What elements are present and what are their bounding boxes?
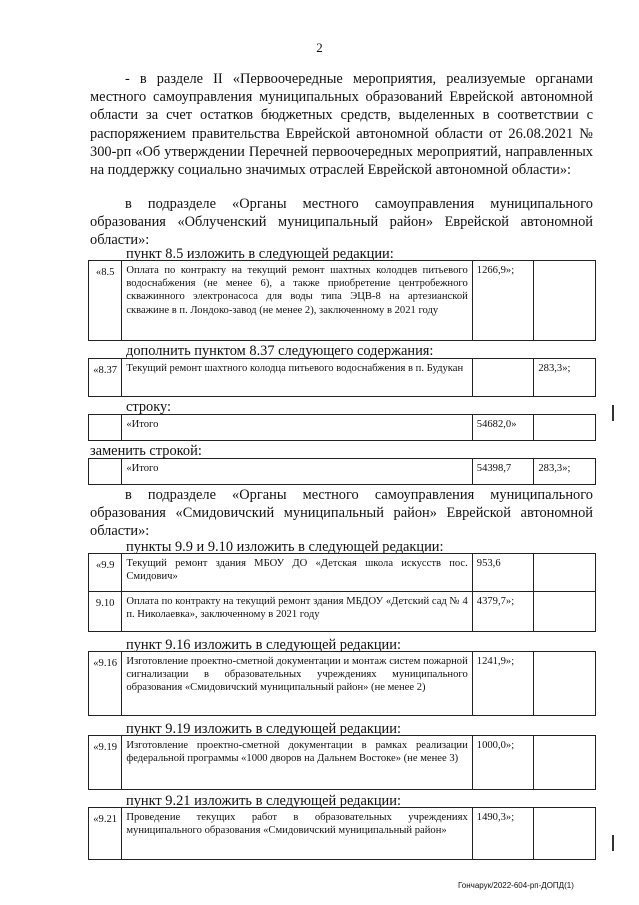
margin-mark <box>612 405 614 421</box>
row-value-2: 283,3»; <box>534 359 596 397</box>
table-row <box>89 554 596 592</box>
row-value-2 <box>534 261 596 341</box>
intro-paragraph: - в разделе II «Первоочередные мероприятия, реализуемые органами местного самоуправления муниципальных образований Еврейской автономной области за счет остатков бюджетных средств, выделенных в соответствии с распоряжением правительства Еврейской автономной области от 26.08.2021 № 300-рп «Об утверждении Перечней первоочередных мероприятий, направленных на поддержку социально значимых отраслей Еврейской автономной области»: <box>90 71 593 179</box>
label-9-16: пункт 9.16 изложить в следующей редакции: <box>126 637 401 653</box>
row-number <box>89 415 122 441</box>
row-text: Текущий ремонт здания МБОУ ДО «Детская школа искусств пос. Смидович» <box>122 554 472 592</box>
row-value-2 <box>534 808 596 860</box>
table-8-37 <box>88 358 596 397</box>
label-9-19: пункт 9.19 изложить в следующей редакции: <box>126 721 401 737</box>
obluchensky-paragraph: в подразделе «Органы местного самоуправления муниципального образования «Облученский муниципальный район» Еврейской автономной области»: <box>90 196 593 249</box>
table-total-old <box>88 414 596 441</box>
label-8-37: дополнить пунктом 8.37 следующего содержания: <box>126 343 434 359</box>
row-number: «9.9 <box>89 554 122 592</box>
label-9-21: пункт 9.21 изложить в следующей редакции: <box>126 793 401 809</box>
table-8-5 <box>88 260 596 341</box>
label-replace: заменить строкой: <box>90 443 202 459</box>
row-value-1: 1490,3»; <box>472 808 534 860</box>
margin-mark <box>612 835 614 851</box>
row-value-1: 1000,0»; <box>472 736 534 790</box>
row-value-1: 54682,0» <box>472 415 534 441</box>
row-value-2 <box>534 652 596 716</box>
table-row <box>89 592 596 632</box>
row-text: Изготовление проектно-сметной документации в рамках реализации федеральной программы «1000 дворов на Дальнем Востоке» (не менее 3) <box>122 736 472 790</box>
table-row <box>89 652 596 716</box>
row-value-1: 1241,9»; <box>472 652 534 716</box>
row-text: Проведение текущих работ в образовательных учреждениях муниципального образования «Смидовичский муниципальный район» <box>122 808 472 860</box>
table-9-9 <box>88 553 596 632</box>
table-9-19 <box>88 735 596 790</box>
table-row <box>89 261 596 341</box>
row-text: «Итого <box>122 459 472 485</box>
table-row <box>89 808 596 860</box>
table-9-21 <box>88 807 596 860</box>
table-row <box>89 359 596 397</box>
page-number: 2 <box>316 40 323 55</box>
row-number: 9.10 <box>89 592 122 632</box>
row-value-1: 953,6 <box>472 554 534 592</box>
row-number: «9.16 <box>89 652 122 716</box>
row-number <box>89 459 122 485</box>
row-value-2 <box>534 415 596 441</box>
row-value-1 <box>472 359 534 397</box>
label-8-5: пункт 8.5 изложить в следующей редакции: <box>126 246 394 262</box>
row-value-1: 1266,9»; <box>472 261 534 341</box>
row-value-2 <box>534 554 596 592</box>
table-9-16 <box>88 651 596 716</box>
row-value-2 <box>534 736 596 790</box>
table-row <box>89 415 596 441</box>
row-number: «8.5 <box>89 261 122 341</box>
row-number: «8.37 <box>89 359 122 397</box>
smidovichi-paragraph: в подразделе «Органы местного самоуправления муниципального образования «Смидовичский муниципальный район» Еврейской автономной области»: <box>90 487 593 540</box>
label-line: строку: <box>126 399 172 415</box>
row-value-1: 54398,7 <box>472 459 534 485</box>
row-value-1: 4379,7»; <box>472 592 534 632</box>
row-number: «9.19 <box>89 736 122 790</box>
row-text: Оплата по контракту на текущий ремонт здания МБДОУ «Детский сад № 4 п. Николаевка», заключенному в 2021 году <box>122 592 472 632</box>
document-code: Гончарук/2022-604-рп-ДОПД(1) <box>458 881 574 890</box>
table-total-new <box>88 458 596 485</box>
row-text: Текущий ремонт шахтного колодца питьевого водоснабжения в п. Будукан <box>122 359 472 397</box>
row-value-2: 283,3»; <box>534 459 596 485</box>
row-number: «9.21 <box>89 808 122 860</box>
row-value-2 <box>534 592 596 632</box>
table-row <box>89 736 596 790</box>
label-9-9: пункты 9.9 и 9.10 изложить в следующей редакции: <box>126 539 444 555</box>
table-row <box>89 459 596 485</box>
row-text: «Итого <box>122 415 472 441</box>
row-text: Оплата по контракту на текущий ремонт шахтных колодцев питьевого водоснабжения (не менее 6), а также приобретение центробежного скважинного электронасоса для воды типа ЭЦВ-8 на артезианской скважине в п. Лондоко-завод (не менее 2), заключенному в 2021 году <box>122 261 472 341</box>
row-text: Изготовление проектно-сметной документации и монтаж систем пожарной сигнализации в образовательных учреждениях муниципального образования «Смидовичский муниципальный район» (не менее 2) <box>122 652 472 716</box>
